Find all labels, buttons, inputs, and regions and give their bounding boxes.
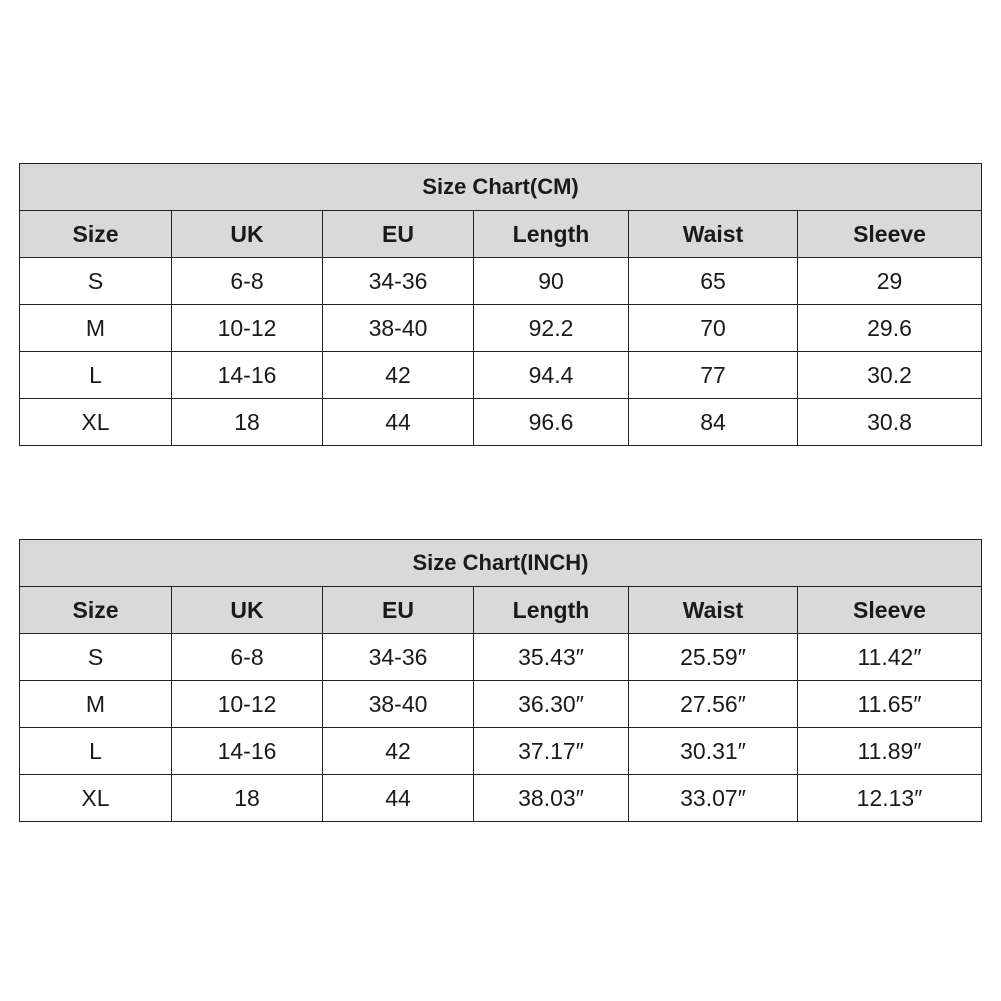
- cell-length: 37.17″: [474, 728, 629, 775]
- table-title: Size Chart(CM): [20, 164, 982, 211]
- cell-eu: 44: [323, 775, 474, 822]
- cell-length: 96.6: [474, 399, 629, 446]
- size-chart-cm-table: [19, 163, 982, 446]
- table-row: [20, 728, 982, 775]
- cell-length: 35.43″: [474, 634, 629, 681]
- cell-uk: 6-8: [172, 634, 323, 681]
- cell-eu: 38-40: [323, 305, 474, 352]
- cell-sleeve: 30.2: [798, 352, 982, 399]
- cell-size: M: [20, 681, 172, 728]
- table-row: [20, 399, 982, 446]
- cell-eu: 38-40: [323, 681, 474, 728]
- cell-waist: 77: [629, 352, 798, 399]
- column-header-eu: EU: [323, 211, 474, 258]
- table-title-row: [20, 164, 982, 211]
- cell-waist: 33.07″: [629, 775, 798, 822]
- cell-eu: 34-36: [323, 258, 474, 305]
- cell-sleeve: 12.13″: [798, 775, 982, 822]
- column-header-eu: EU: [323, 587, 474, 634]
- cell-uk: 10-12: [172, 305, 323, 352]
- cell-eu: 44: [323, 399, 474, 446]
- table-row: [20, 352, 982, 399]
- cell-length: 94.4: [474, 352, 629, 399]
- column-header-length: Length: [474, 587, 629, 634]
- size-chart-inch-table: [19, 539, 982, 822]
- cell-waist: 70: [629, 305, 798, 352]
- column-header-size: Size: [20, 587, 172, 634]
- column-header-uk: UK: [172, 211, 323, 258]
- cell-size: S: [20, 258, 172, 305]
- cell-size: M: [20, 305, 172, 352]
- column-header-waist: Waist: [629, 211, 798, 258]
- cell-uk: 10-12: [172, 681, 323, 728]
- table-row: [20, 775, 982, 822]
- cell-length: 92.2: [474, 305, 629, 352]
- cell-length: 38.03″: [474, 775, 629, 822]
- cell-eu: 42: [323, 352, 474, 399]
- cell-uk: 18: [172, 775, 323, 822]
- column-header-waist: Waist: [629, 587, 798, 634]
- table-title: Size Chart(INCH): [20, 540, 982, 587]
- cell-sleeve: 11.89″: [798, 728, 982, 775]
- table-row: [20, 305, 982, 352]
- cell-length: 36.30″: [474, 681, 629, 728]
- cell-sleeve: 29: [798, 258, 982, 305]
- cell-size: L: [20, 352, 172, 399]
- cell-waist: 27.56″: [629, 681, 798, 728]
- table-row: [20, 681, 982, 728]
- cell-uk: 6-8: [172, 258, 323, 305]
- cell-waist: 65: [629, 258, 798, 305]
- table-header-row: [20, 587, 982, 634]
- table-row: [20, 258, 982, 305]
- column-header-length: Length: [474, 211, 629, 258]
- cell-uk: 14-16: [172, 352, 323, 399]
- table-header-row: [20, 211, 982, 258]
- column-header-uk: UK: [172, 587, 323, 634]
- cell-waist: 84: [629, 399, 798, 446]
- cell-size: S: [20, 634, 172, 681]
- cell-uk: 18: [172, 399, 323, 446]
- cell-sleeve: 11.65″: [798, 681, 982, 728]
- column-header-sleeve: Sleeve: [798, 587, 982, 634]
- cell-size: XL: [20, 775, 172, 822]
- cell-sleeve: 29.6: [798, 305, 982, 352]
- cell-eu: 34-36: [323, 634, 474, 681]
- cell-length: 90: [474, 258, 629, 305]
- cell-waist: 30.31″: [629, 728, 798, 775]
- cell-sleeve: 30.8: [798, 399, 982, 446]
- column-header-size: Size: [20, 211, 172, 258]
- cell-uk: 14-16: [172, 728, 323, 775]
- column-header-sleeve: Sleeve: [798, 211, 982, 258]
- table-title-row: [20, 540, 982, 587]
- cell-size: XL: [20, 399, 172, 446]
- cell-eu: 42: [323, 728, 474, 775]
- cell-waist: 25.59″: [629, 634, 798, 681]
- cell-size: L: [20, 728, 172, 775]
- cell-sleeve: 11.42″: [798, 634, 982, 681]
- table-row: [20, 634, 982, 681]
